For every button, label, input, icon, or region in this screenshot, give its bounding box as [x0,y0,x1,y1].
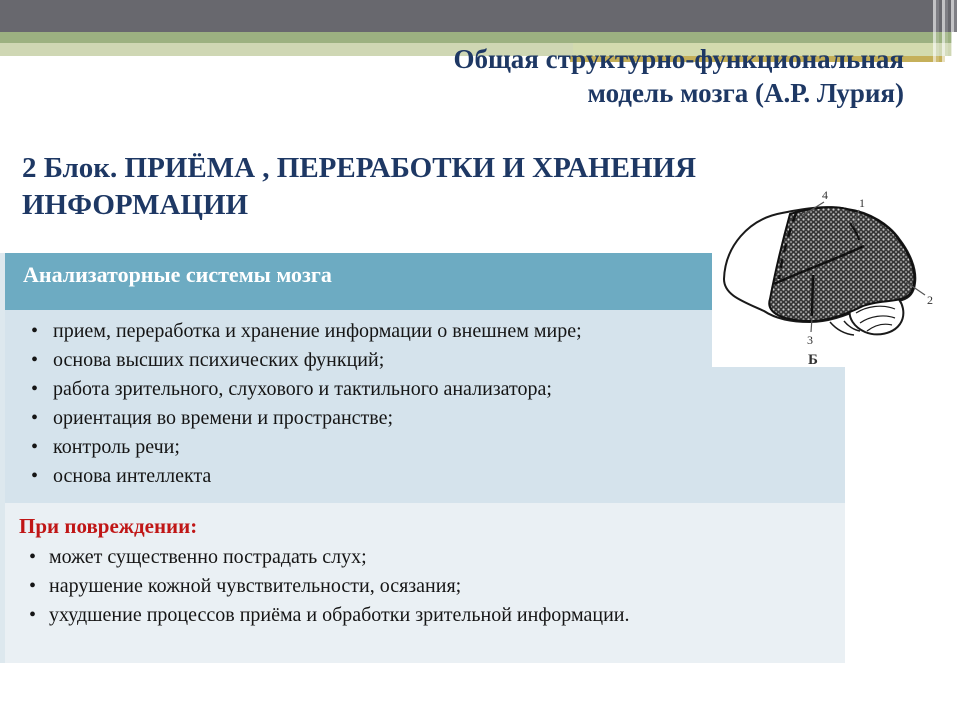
list-item: • ориентация во времени и пространстве; [5,404,845,433]
figure-label-3: 3 [807,333,813,347]
figure-label-b: Б [808,352,818,367]
damage-panel [5,503,845,663]
list-item: • работа зрительного, слухового и тактильного анализатора; [5,375,845,404]
analyzer-systems-header [5,253,713,310]
section-heading: 2 Блок. ПРИЁМА , ПЕРЕРАБОТКИ И ХРАНЕНИЯ ИНФОРМАЦИИ [22,152,697,221]
figure-label-4: 4 [822,188,828,202]
right-edge-stripes [930,0,957,62]
list-item: • основа высших психических функций; [5,346,845,375]
list-item: • прием, переработка и хранение информации о внешнем мире; [5,317,845,346]
figure-label-2: 2 [927,293,933,307]
vertical-sulcus-line [812,275,813,316]
brain-figure-card [712,183,960,367]
list-item: • нарушение кожной чувствительности, осязания; [5,572,845,601]
list-item: • может существенно пострадать слух; [5,543,845,572]
damage-title: При повреждении: [19,514,198,538]
slide-title-line-2: модель мозга (А.Р. Лурия) [587,78,904,108]
figure-label-1: 1 [859,196,865,210]
analyzer-systems-header-label: Анализаторные системы мозга [23,262,332,287]
brain-figure [712,183,960,367]
list-item: • основа интеллекта [5,462,845,491]
slide-title [453,42,904,110]
damage-list [5,543,845,630]
list-item: • ухудшение процессов приёма и обработки зрительной информации. [5,601,845,630]
top-gray-bar [0,0,957,32]
list-item: • контроль речи; [5,433,845,462]
slide-title-line-1: Общая структурно-функциональная [453,44,904,74]
